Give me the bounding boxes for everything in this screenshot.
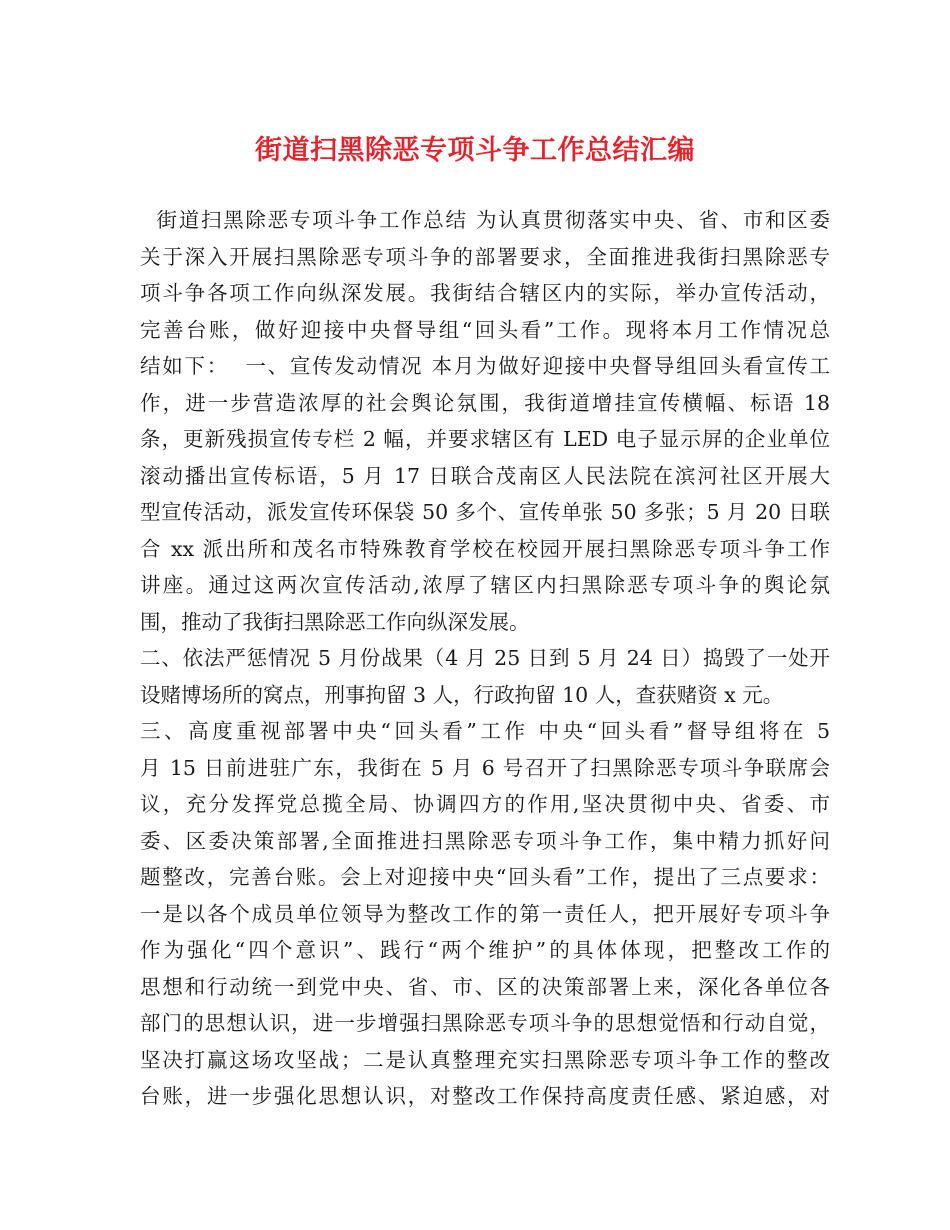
body-line: 项斗争各项工作向纵深发展。我街结合辖区内的实际，举办宣传活动， <box>140 281 830 305</box>
body-line: 街道扫黑除恶专项斗争工作总结 为认真贯彻落实中央、省、市和区委 <box>140 208 830 232</box>
body-line: 型宣传活动，派发宣传环保袋 50 多个、宣传单张 50 多张；5 月 20 日联 <box>140 500 830 524</box>
body-line: 结如下： 一、宣传发动情况 本月为做好迎接中央督导组回头看宣传工 <box>140 354 830 378</box>
body-line: 作，进一步营造浓厚的社会舆论氛围，我街道增挂宣传横幅、标语 18 <box>140 390 830 415</box>
body-line: 滚动播出宣传标语，5 月 17 日联合茂南区人民法院在滨河社区开展大 <box>140 463 830 488</box>
body-line: 思想和行动统一到党中央、省、市、区的决策部署上来，深化各单位各 <box>140 974 830 999</box>
body-line: 部门的思想认识，进一步增强扫黑除恶专项斗争的思想觉悟和行动自觉， <box>140 1011 830 1035</box>
body-line: 一是以各个成员单位领导为整改工作的第一责任人，把开展好专项斗争 <box>140 901 830 926</box>
body-line: 台账，进一步强化思想认识，对整改工作保持高度责任感、紧迫感，对 <box>140 1084 830 1108</box>
body-line: 设赌博场所的窝点，刑事拘留 3 人，行政拘留 10 人，查获赌资 x 元。 <box>140 682 784 707</box>
body-line: 关于深入开展扫黑除恶专项斗争的部署要求，全面推进我街扫黑除恶专 <box>140 244 830 269</box>
body-line: 坚决打赢这场攻坚战；二是认真整理充实扫黑除恶专项斗争工作的整改 <box>140 1047 830 1072</box>
body-line: 作为强化“四个意识”、践行“两个维护”的具体体现，把整改工作的 <box>140 938 830 962</box>
document-title: 街道扫黑除恶专项斗争工作总结汇编 <box>255 135 695 166</box>
body-line: 围，推动了我街扫黑除恶工作向纵深发展。 <box>140 609 530 634</box>
body-line: 合 xx 派出所和茂名市特殊教育学校在校园开展扫黑除恶专项斗争工作 <box>140 536 830 561</box>
body-line: 讲座。通过这两次宣传活动,浓厚了辖区内扫黑除恶专项斗争的舆论氛 <box>140 573 830 597</box>
body-line: 二、依法严惩情况 5 月份战果（4 月 25 日到 5 月 24 日）捣毁了一处开 <box>140 646 830 670</box>
body-line: 条，更新残损宣传专栏 2 幅，并要求辖区有 LED 电子显示屏的企业单位 <box>140 427 830 451</box>
body-line: 议，充分发挥党总揽全局、协调四方的作用,坚决贯彻中央、省委、市 <box>140 792 830 816</box>
body-line: 完善台账，做好迎接中央督导组“回头看”工作。现将本月工作情况总 <box>140 317 830 342</box>
body-line: 三、高度重视部署中央“回头看”工作 中央“回头看”督导组将在 5 <box>140 719 830 743</box>
body-line: 委、区委决策部署,全面推进扫黑除恶专项斗争工作，集中精力抓好问 <box>140 828 830 853</box>
body-line: 题整改，完善台账。会上对迎接中央“回头看”工作，提出了三点要求： <box>140 865 830 889</box>
document-body <box>140 202 830 1115</box>
body-line: 月 15 日前进驻广东，我街在 5 月 6 号召开了扫黑除恶专项斗争联席会 <box>140 755 830 780</box>
